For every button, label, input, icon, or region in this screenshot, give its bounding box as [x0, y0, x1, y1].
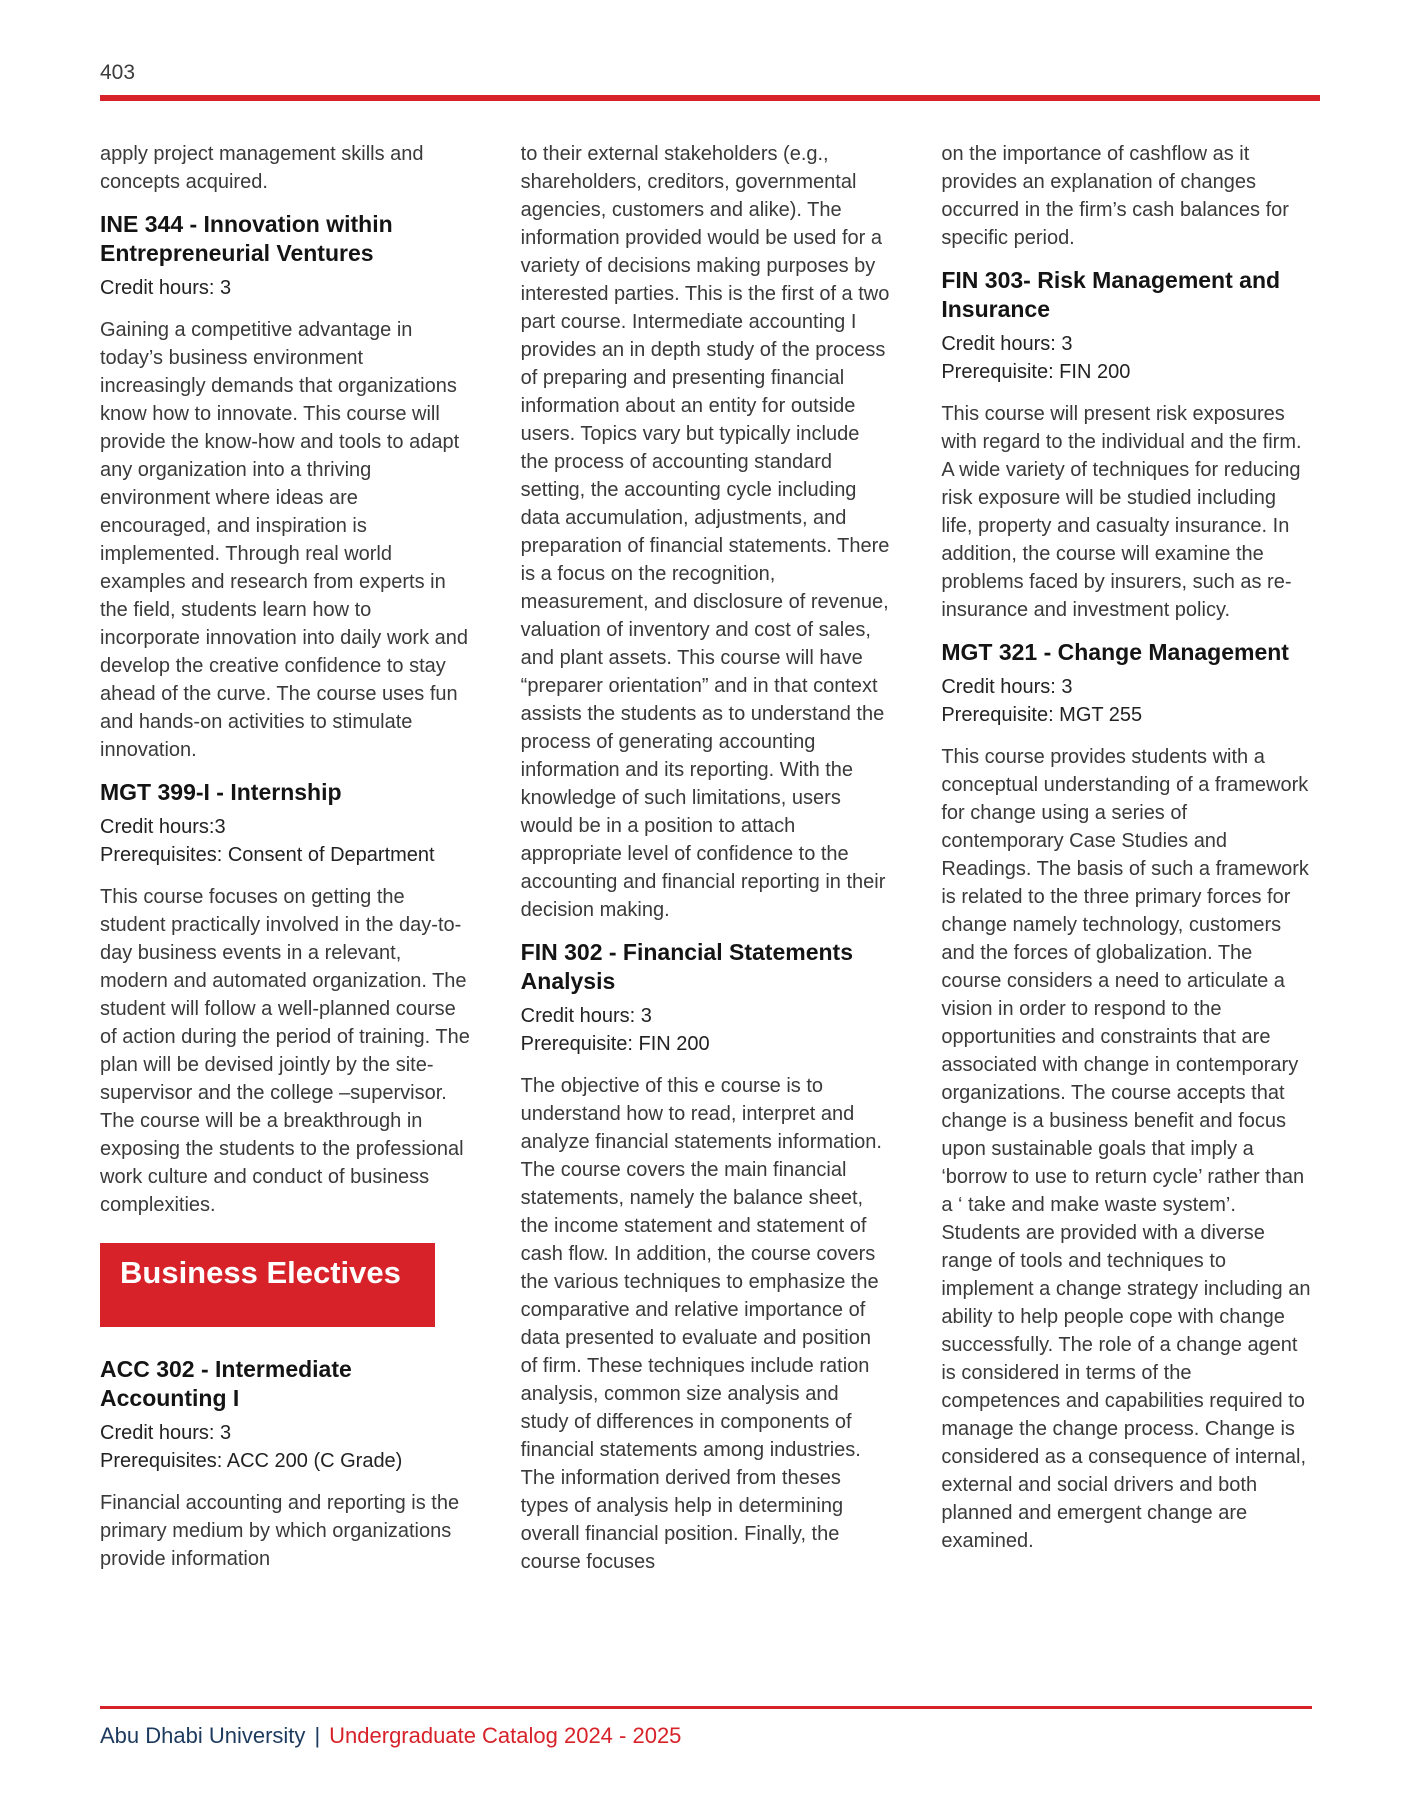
page-footer [100, 1706, 1312, 1750]
course-meta [941, 330, 1312, 386]
course-meta-line: Prerequisites: ACC 200 (C Grade) [100, 1450, 403, 1472]
course-title: ACC 302 - Intermediate Accounting I [100, 1356, 352, 1411]
top-rule-divider [100, 95, 1320, 101]
column-1 [100, 140, 471, 1590]
footer-catalog: Undergraduate Catalog 2024 - 2025 [329, 1723, 682, 1748]
section-banner-label: Business Electives [120, 1255, 401, 1290]
course-description: apply project management skills and concepts acquired. [100, 143, 424, 193]
course-description: Gaining a competitive advantage in today’s business environment increasingly demands that organizations know how to innovate. This course will provide the know-how and tools to adapt any organization into a thriving environment where ideas are encouraged, and inspiration is implemented. Through real world examples and research from experts in the field, students learn how to incorporate innovation into daily work and develop the creative confidence to stay ahead of the curve. The course uses fun and hands-on activities to stimulate innovation. [100, 319, 468, 761]
course-meta-line: Credit hours: 3 [520, 1005, 652, 1027]
course-title: MGT 321 - Change Management [941, 639, 1289, 665]
course-meta [521, 1002, 892, 1058]
course-title: FIN 303- Risk Management and Insurance [941, 267, 1281, 322]
course-meta-line: Prerequisite: FIN 200 [520, 1033, 710, 1055]
course-description: to their external stakeholders (e.g., shareholders, creditors, governmental agencies, customers and alike). The information provided would be used for a variety of decisions making purposes by interested parties. This is the first of a two part course. Intermediate accounting I provides an in depth study of the process of preparing and presenting financial information about an entity for outside users. Topics vary but typically include the process of accounting standard setting, the accounting cycle including data accumulation, adjustments, and preparation of financial statements. There is a focus on the recognition, measurement, and disclosure of revenue, valuation of inventory and cost of sales, and plant assets. This course will have “preparer orientation” and in that context assists the students as to understand the process of generating accounting information and its reporting. With the knowledge of such limitations, users would be in a position to attach appropriate level of confidence to the accounting and financial reporting in their decision making. [520, 143, 890, 921]
course-meta [100, 1419, 471, 1475]
column-3 [941, 140, 1312, 1590]
course-meta-line: Prerequisite: MGT 255 [941, 704, 1143, 726]
column-2 [521, 140, 892, 1590]
course-meta-line: Credit hours: 3 [100, 1422, 232, 1444]
course-title: INE 344 - Innovation within Entrepreneurial Ventures [100, 211, 393, 266]
course-meta-line: Credit hours:3 [100, 816, 226, 838]
course-meta-line: Prerequisite: FIN 200 [941, 361, 1131, 383]
course-description: The objective of this e course is to understand how to read, interpret and analyze financial statements information. The course covers the main financial statements, namely the balance sheet, the income statement and statement of cash flow. In addition, the course covers the various techniques to emphasize the comparative and relative importance of data presented to evaluate and position of firm. These techniques include ration analysis, common size analysis and study of differences in components of financial statements among industries. The information derived from theses types of analysis help in determining overall financial position. Finally, the course focuses [520, 1075, 882, 1573]
footer-university: Abu Dhabi University [100, 1723, 306, 1748]
footer-separator: | [314, 1723, 321, 1748]
course-meta [941, 673, 1312, 729]
page-number: 403 [100, 61, 136, 84]
course-description: This course will present risk exposures with regard to the individual and the firm. A wide variety of techniques for reducing risk exposure will be studied including life, property and casualty insurance. In addition, the course will examine the problems faced by insurers, such as re-insurance and investment policy. [941, 403, 1302, 621]
course-description: This course focuses on getting the student practically involved in the day-to-day business events in a relevant, modern and automated organization. The student will follow a well-planned course of action during the period of training. The plan will be devised jointly by the site- supervisor and the college –supervisor. The course will be a breakthrough in exposing the students to the professional work culture and conduct of business complexities. [100, 886, 470, 1216]
course-description: Financial accounting and reporting is the primary medium by which organizations provide information [100, 1492, 460, 1570]
content-columns [100, 140, 1312, 1590]
course-title: FIN 302 - Financial Statements Analysis [520, 939, 853, 994]
course-meta [100, 274, 471, 302]
course-title: MGT 399-I - Internship [100, 779, 342, 805]
course-meta-line: Credit hours: 3 [100, 277, 232, 299]
section-banner [100, 1243, 435, 1327]
course-meta-line: Credit hours: 3 [941, 676, 1073, 698]
course-description: on the importance of cashflow as it provides an explanation of changes occurred in the firm’s cash balances for specific period. [941, 143, 1289, 249]
course-meta-line: Prerequisites: Consent of Department [100, 844, 435, 866]
course-meta [100, 813, 471, 869]
course-description: This course provides students with a conceptual understanding of a framework for change using a series of contemporary Case Studies and Readings. The basis of such a framework is related to the three primary forces for change namely technology, customers and the forces of globalization. The course considers a need to articulate a vision in order to respond to the opportunities and constraints that are associated with change in contemporary organizations. The course accepts that change is a business benefit and focus upon sustainable goals that imply a ‘borrow to use to return cycle’ rather than a ‘ take and make waste system’. Students are provided with a diverse range of tools and techniques to implement a change strategy including an ability to help people cope with change successfully. The role of a change agent is considered in terms of the competences and capabilities required to manage the change process. Change is considered as a consequence of internal, external and social drivers and both planned and emergent change are examined. [941, 746, 1311, 1552]
course-meta-line: Credit hours: 3 [941, 333, 1073, 355]
